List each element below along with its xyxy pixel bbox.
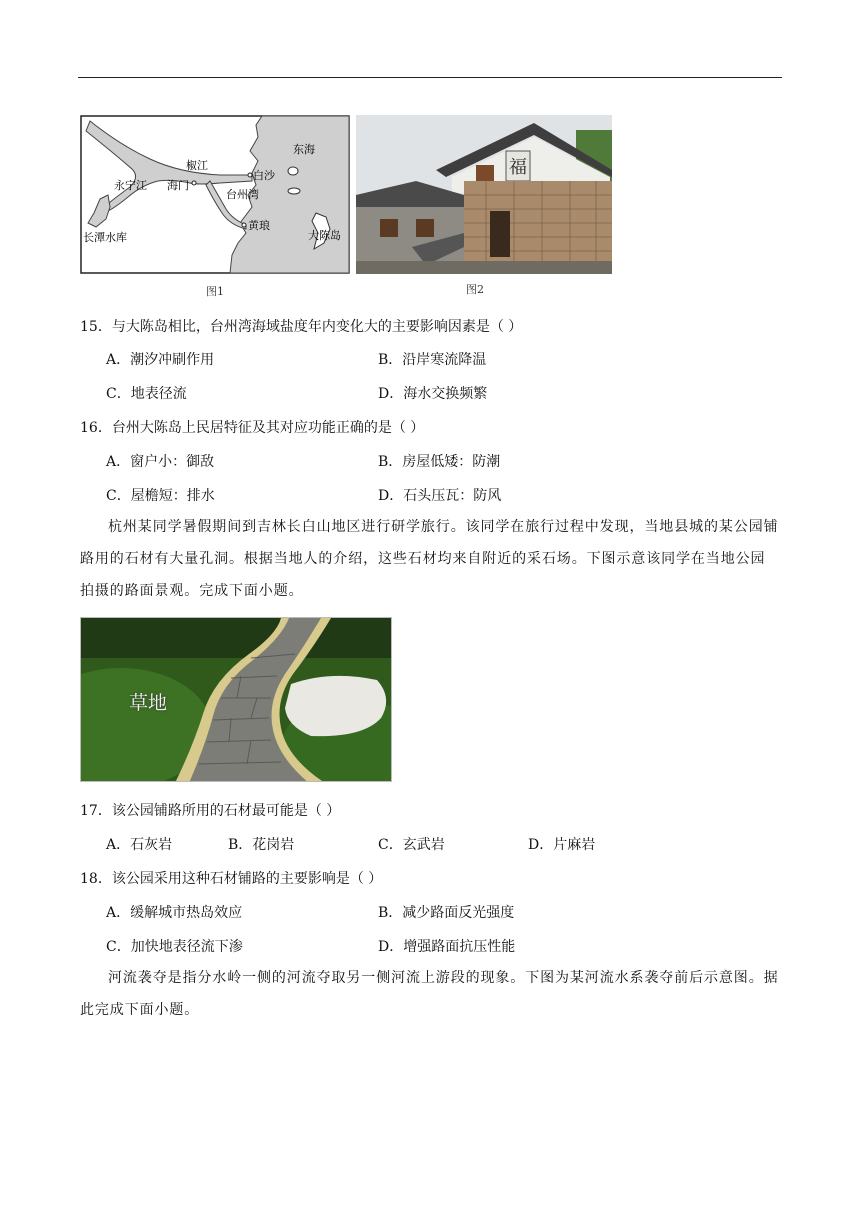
q16-option-c[interactable]: C．屋檐短：排水	[106, 488, 215, 504]
grass-label: 草地	[129, 692, 168, 714]
label-jiaojiang: 椒江	[186, 159, 208, 172]
question-16-stem: 16．台州大陈岛上民居特征及其对应功能正确的是（ ）	[80, 420, 425, 436]
question-17-stem: 17．该公园铺路所用的石材最可能是（ ）	[80, 803, 341, 819]
figure-2-house-photo	[356, 115, 612, 274]
label-yongningjiang: 永宁江	[114, 179, 147, 192]
label-huanglang: 黄琅	[248, 219, 270, 232]
park-path-photo	[80, 617, 392, 782]
q15-option-b[interactable]: B．沿岸寒流降温	[378, 352, 487, 368]
q16-option-a[interactable]: A．窗户小：御敌	[106, 454, 215, 470]
q17-option-a[interactable]: A．石灰岩	[106, 837, 173, 853]
figure-1-caption: 图1	[206, 285, 224, 298]
q15-option-d[interactable]: D．海水交换频繁	[378, 386, 488, 402]
q18-option-d[interactable]: D．增强路面抗压性能	[378, 939, 516, 955]
q15-option-a[interactable]: A．潮汐冲刷作用	[106, 352, 215, 368]
q15-option-c[interactable]: C．地表径流	[106, 386, 187, 402]
q17-option-d[interactable]: D．片麻岩	[528, 837, 596, 853]
q18-option-b[interactable]: B．减少路面反光强度	[378, 905, 515, 921]
figure-2-caption: 图2	[466, 283, 484, 296]
q16-option-b[interactable]: B．房屋低矮：防潮	[378, 454, 501, 470]
header-rule	[78, 77, 782, 78]
label-baisha: 白沙	[253, 169, 275, 182]
q18-option-c[interactable]: C．加快地表径流下渗	[106, 939, 243, 955]
house-sign-fu: 福	[509, 157, 527, 178]
passage-river-capture: 河流袭夺是指分水岭一侧的河流夺取另一侧河流上游段的现象。下图为某河流水系袭夺前后示意图。据此完成下面小题。	[80, 970, 779, 1018]
label-haimen: 海门	[167, 179, 189, 192]
label-taizhouwan: 台州湾	[226, 188, 259, 201]
label-dachendao: 大陈岛	[308, 229, 341, 242]
q16-option-d[interactable]: D．石头压瓦：防风	[378, 488, 502, 504]
figure-1-map	[80, 115, 350, 275]
q18-option-a[interactable]: A．缓解城市热岛效应	[106, 905, 243, 921]
q17-option-c[interactable]: C．玄武岩	[378, 837, 445, 853]
passage-changbaishan: 杭州某同学暑假期间到吉林长白山地区进行研学旅行。该同学在旅行过程中发现，当地县城的某公园铺路用的石材有大量孔洞。根据当地人的介绍，这些石材均来自附近的采石场。下图示意该同学在当地公园拍摄的路面景观。完成下面小题。	[80, 519, 779, 599]
question-15-stem: 15．与大陈岛相比，台州湾海域盐度年内变化大的主要影响因素是（ ）	[80, 319, 523, 335]
question-18-stem: 18．该公园采用这种石材铺路的主要影响是（ ）	[80, 871, 383, 887]
label-changtan: 长潭水库	[83, 231, 127, 244]
q17-option-b[interactable]: B．花岗岩	[228, 837, 295, 853]
label-east-sea: 东海	[293, 143, 315, 156]
